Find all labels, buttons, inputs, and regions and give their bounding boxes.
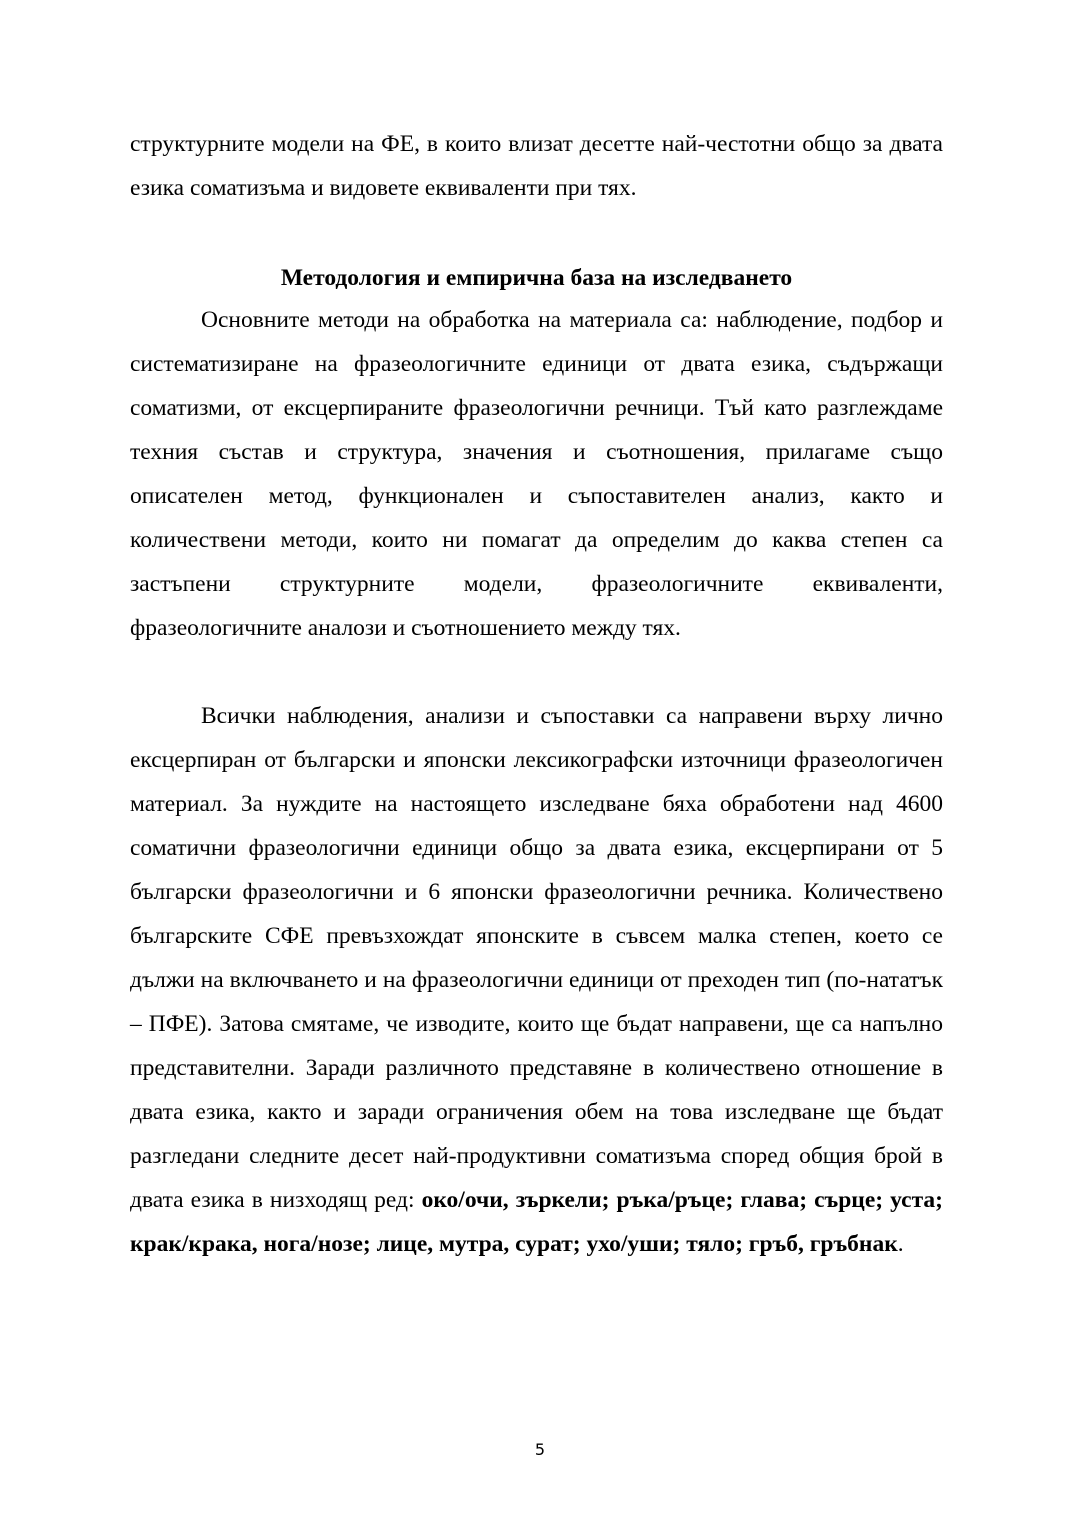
somatism-list: око/очи, зъркели; ръка/ръце; глава; сърце; уста; крак/крака, нога/нозе; лице, мутра, сурат; ухо/уши; тяло; гръб, гръбнак	[130, 1187, 944, 1257]
method-paragraph: Основните методи на обработка на материала са: наблюдение, подбор и систематизиране на фразеологичните единици от двата езика, съдържащи соматизми, от ексцерпираните фразеологични речници. Тъй като разглеждаме техния състав и структура, значения и съотношения, прилагаме също описателен метод, функционален и съпоставителен анализ, както и количествени методи, които ни помагат да определим до каква степен са застъпени структурните модели, фразеологичните еквиваленти, фразеологичните аналози и съотношението между тях.	[130, 307, 943, 641]
intro-paragraph: структурните модели на ФЕ, в които влизат десетте най-честотни общо за двата езика соматизъма и видовете еквиваленти при тях.	[130, 131, 943, 201]
material-paragraph	[130, 694, 943, 1266]
section-heading: Методология и емпирична база на изследването	[280, 265, 793, 291]
paragraph-end-punctuation: .	[897, 1231, 904, 1257]
material-paragraph-text: Всички наблюдения, анализи и съпоставки са направени върху лично ексцерпиран от български и японски лексикографски източници фразеологичен материал. За нуждите на настоящето изследване бяха обработени над 4600 соматични фразеологични единици общо за двата езика, ексцерпирани от 5 български фразеологични и 6 японски фразеологични речника. Количествено българските СФЕ превъзхождат японските в съвсем малка степен, което се дължи на включването и на фразеологични единици от преходен тип (по-нататък – ПФЕ). Затова смятаме, че изводите, които ще бъдат направени, ще са напълно представителни. Заради различното представяне в количествено отношение в двата езика, както и заради ограничения обем на това изследване ще бъдат разгледани следните десет най-продуктивни соматизъма според общия брой в двата езика в низходящ ред:	[130, 703, 943, 1213]
page-number: 5	[534, 1440, 546, 1459]
